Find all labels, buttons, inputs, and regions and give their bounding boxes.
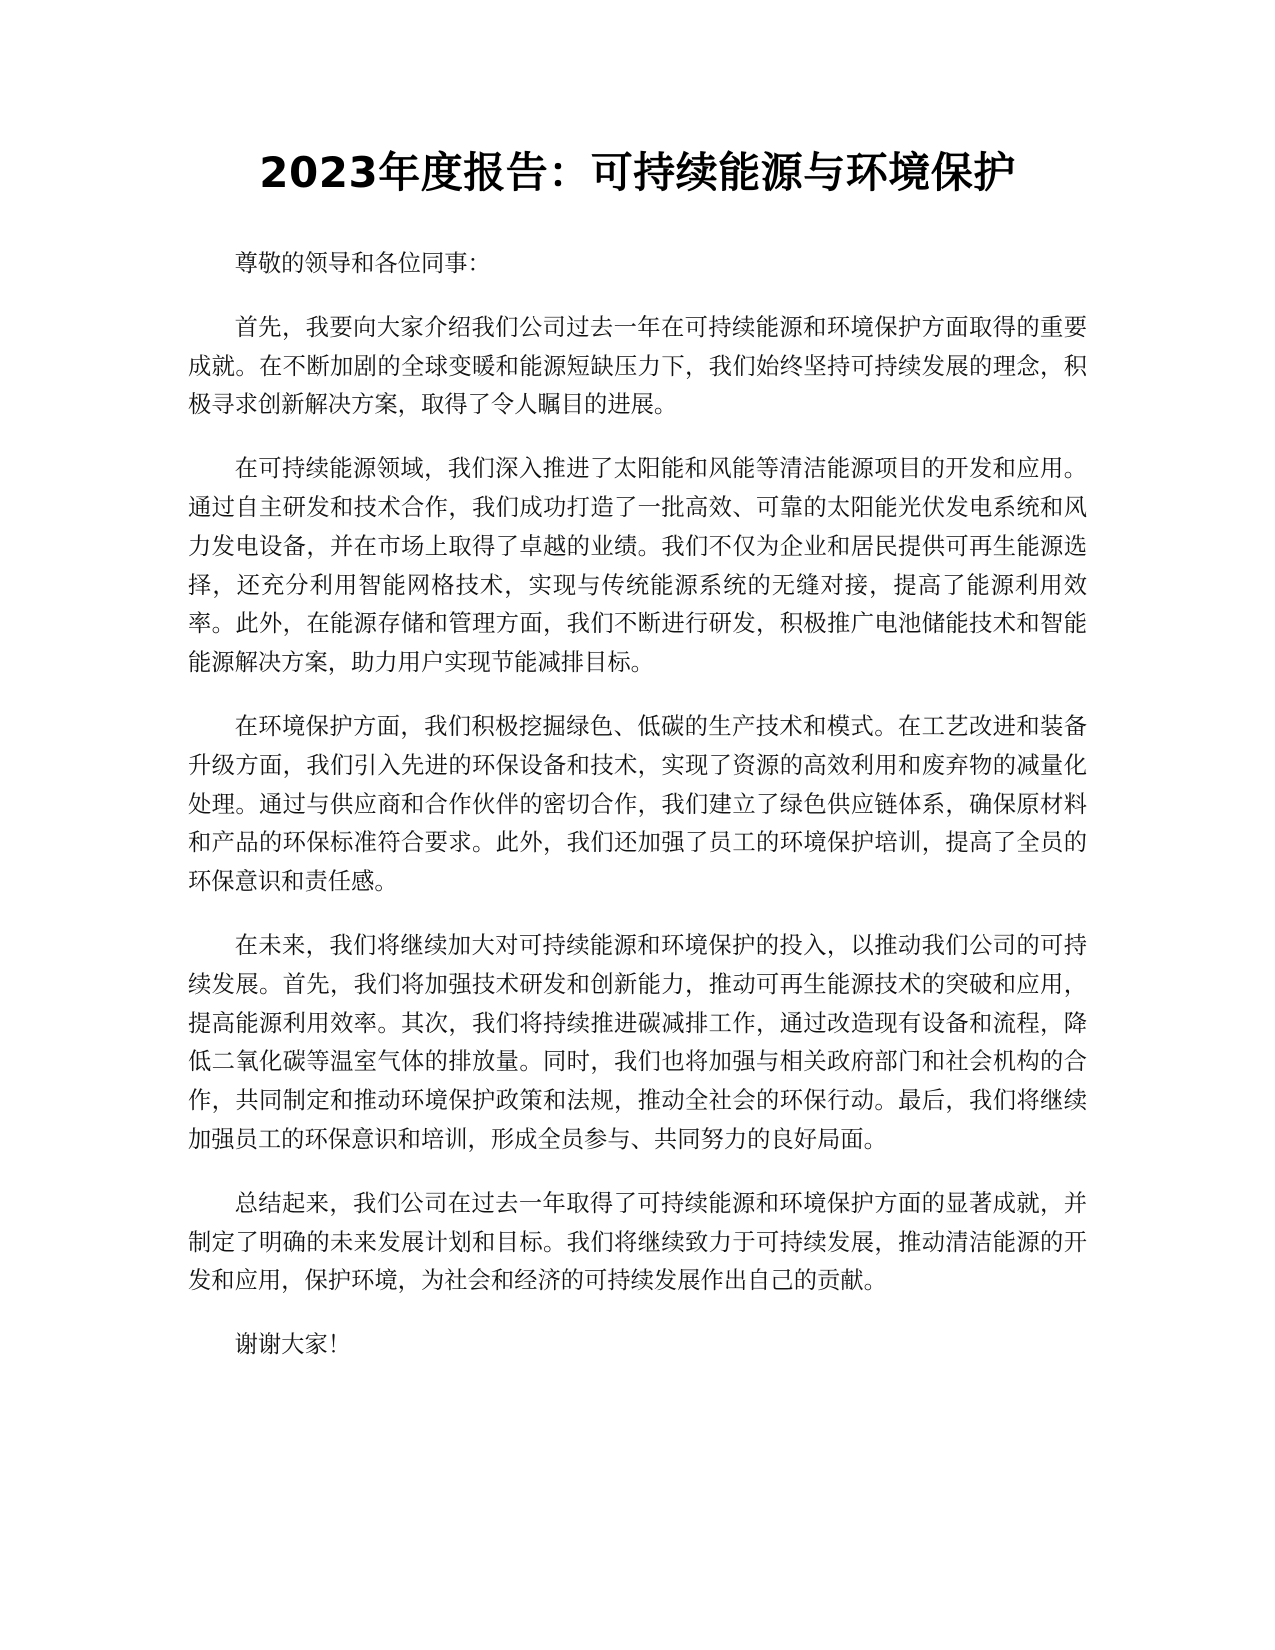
- paragraph-introduction: 首先，我要向大家介绍我们公司过去一年在可持续能源和环境保护方面取得的重要成就。在不断加剧的全球变暖和能源短缺压力下，我们始终坚持可持续发展的理念，积极寻求创新解决方案，取得了令人瞩目的进展。: [188, 313, 1087, 419]
- document-title: 2023年度报告：可持续能源与环境保护: [259, 148, 1016, 197]
- paragraph-environmental-protection: 在环境保护方面，我们积极挖掘绿色、低碳的生产技术和模式。在工艺改进和装备升级方面，我们引入先进的环保设备和技术，实现了资源的高效利用和废弃物的减量化处理。通过与供应商和合作伙伴的密切合作，我们建立了绿色供应链体系，确保原材料和产品的环保标准符合要求。此外，我们还加强了员工的环境保护培训，提高了全员的环保意识和责任感。: [188, 712, 1087, 896]
- paragraph-future-plans: 在未来，我们将继续加大对可持续能源和环境保护的投入，以推动我们公司的可持续发展。首先，我们将加强技术研发和创新能力，推动可再生能源技术的突破和应用，提高能源利用效率。其次，我们将持续推进碳减排工作，通过改造现有设备和流程，降低二氧化碳等温室气体的排放量。同时，我们也将加强与相关政府部门和社会机构的合作，共同制定和推动环境保护政策和法规，推动全社会的环保行动。最后，我们将继续加强员工的环保意识和培训，形成全员参与、共同努力的良好局面。: [188, 931, 1087, 1153]
- greeting: 尊敬的领导和各位同事：: [234, 250, 491, 277]
- closing-remark: 谢谢大家！: [234, 1331, 352, 1359]
- document-body: [188, 245, 1087, 1365]
- paragraph-sustainable-energy: 在可持续能源领域，我们深入推进了太阳能和风能等清洁能源项目的开发和应用。通过自主研发和技术合作，我们成功打造了一批高效、可靠的太阳能光伏发电系统和风力发电设备，并在市场上取得了卓越的业绩。我们不仅为企业和居民提供可再生能源选择，还充分利用智能网格技术，实现与传统能源系统的无缝对接，提高了能源利用效率。此外，在能源存储和管理方面，我们不断进行研发，积极推广电池储能技术和智能能源解决方案，助力用户实现节能减排目标。: [188, 455, 1087, 677]
- paragraph-summary: 总结起来，我们公司在过去一年取得了可持续能源和环境保护方面的显著成就，并制定了明确的未来发展计划和目标。我们将继续致力于可持续发展，推动清洁能源的开发和应用，保护环境，为社会和经济的可持续发展作出自己的贡献。: [188, 1189, 1087, 1295]
